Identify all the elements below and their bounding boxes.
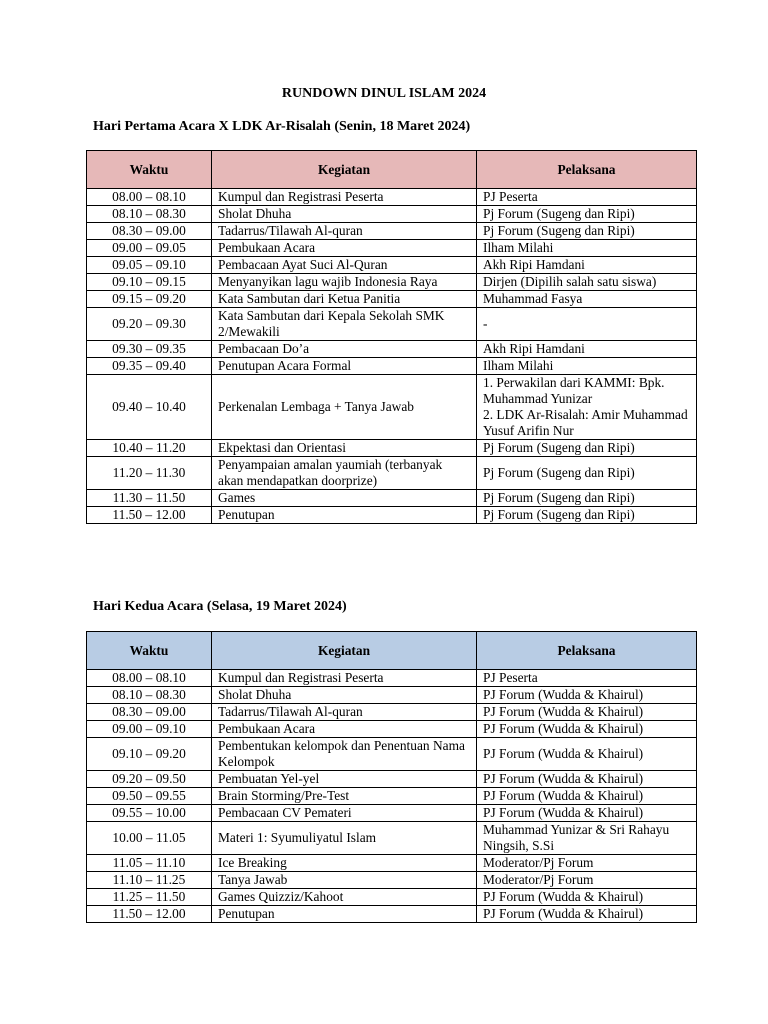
activity-cell: Penutupan xyxy=(212,507,477,524)
activity-cell: Kata Sambutan dari Kepala Sekolah SMK 2/Mewakili xyxy=(212,308,477,341)
table-row xyxy=(87,358,697,375)
header-pelaksana: Pelaksana xyxy=(477,632,697,670)
header-pelaksana: Pelaksana xyxy=(477,151,697,189)
time-cell: 09.50 – 09.55 xyxy=(87,788,212,805)
table-row xyxy=(87,788,697,805)
person-cell: Pj Forum (Sugeng dan Ripi) xyxy=(477,440,697,457)
person-cell: PJ Forum (Wudda & Khairul) xyxy=(477,721,697,738)
time-cell: 08.10 – 08.30 xyxy=(87,206,212,223)
day1-schedule-table xyxy=(86,150,697,524)
table-row xyxy=(87,274,697,291)
day2-schedule-table xyxy=(86,631,697,923)
activity-cell: Ekpektasi dan Orientasi xyxy=(212,440,477,457)
time-cell: 08.30 – 09.00 xyxy=(87,704,212,721)
table-row xyxy=(87,855,697,872)
table-row xyxy=(87,308,697,341)
person-cell: Pj Forum (Sugeng dan Ripi) xyxy=(477,206,697,223)
person-cell: PJ Forum (Wudda & Khairul) xyxy=(477,687,697,704)
time-cell: 11.05 – 11.10 xyxy=(87,855,212,872)
activity-cell: Pembentukan kelompok dan Penentuan Nama Kelompok xyxy=(212,738,477,771)
time-cell: 09.35 – 09.40 xyxy=(87,358,212,375)
time-cell: 09.05 – 09.10 xyxy=(87,257,212,274)
table-row xyxy=(87,457,697,490)
table-header-row xyxy=(87,632,697,670)
time-cell: 09.00 – 09.05 xyxy=(87,240,212,257)
person-cell: Pj Forum (Sugeng dan Ripi) xyxy=(477,507,697,524)
time-cell: 11.20 – 11.30 xyxy=(87,457,212,490)
day2-heading: Hari Kedua Acara (Selasa, 19 Maret 2024) xyxy=(93,599,347,614)
activity-cell: Tadarrus/Tilawah Al-quran xyxy=(212,704,477,721)
table-row xyxy=(87,771,697,788)
person-cell: Akh Ripi Hamdani xyxy=(477,257,697,274)
person-cell: 1. Perwakilan dari KAMMI: Bpk. Muhammad Yunizar 2. LDK Ar-Risalah: Amir Muhammad Yusuf Arifin Nur xyxy=(477,375,697,440)
activity-cell: Pembukaan Acara xyxy=(212,721,477,738)
person-cell: Pj Forum (Sugeng dan Ripi) xyxy=(477,457,697,490)
activity-cell: Pembacaan Ayat Suci Al-Quran xyxy=(212,257,477,274)
time-cell: 10.00 – 11.05 xyxy=(87,822,212,855)
table-row xyxy=(87,257,697,274)
activity-cell: Games xyxy=(212,490,477,507)
time-cell: 11.10 – 11.25 xyxy=(87,872,212,889)
table-row xyxy=(87,440,697,457)
activity-cell: Perkenalan Lembaga + Tanya Jawab xyxy=(212,375,477,440)
person-cell: Ilham Milahi xyxy=(477,240,697,257)
time-cell: 08.00 – 08.10 xyxy=(87,189,212,206)
activity-cell: Tadarrus/Tilawah Al-quran xyxy=(212,223,477,240)
activity-cell: Sholat Dhuha xyxy=(212,206,477,223)
person-cell: Ilham Milahi xyxy=(477,358,697,375)
table-row xyxy=(87,805,697,822)
person-cell: Muhammad Yunizar & Sri Rahayu Ningsih, S.Si xyxy=(477,822,697,855)
person-cell: PJ Forum (Wudda & Khairul) xyxy=(477,704,697,721)
table-row xyxy=(87,738,697,771)
person-cell: PJ Peserta xyxy=(477,189,697,206)
person-cell: PJ Forum (Wudda & Khairul) xyxy=(477,889,697,906)
time-cell: 09.30 – 09.35 xyxy=(87,341,212,358)
time-cell: 09.10 – 09.15 xyxy=(87,274,212,291)
time-cell: 09.40 – 10.40 xyxy=(87,375,212,440)
table-header-row xyxy=(87,151,697,189)
person-cell: Akh Ripi Hamdani xyxy=(477,341,697,358)
table-row xyxy=(87,490,697,507)
person-cell: Pj Forum (Sugeng dan Ripi) xyxy=(477,490,697,507)
table-row xyxy=(87,704,697,721)
time-cell: 08.10 – 08.30 xyxy=(87,687,212,704)
table-row xyxy=(87,375,697,440)
table-row xyxy=(87,889,697,906)
time-cell: 08.30 – 09.00 xyxy=(87,223,212,240)
table-row xyxy=(87,341,697,358)
header-kegiatan: Kegiatan xyxy=(212,632,477,670)
activity-cell: Menyanyikan lagu wajib Indonesia Raya xyxy=(212,274,477,291)
table-row xyxy=(87,822,697,855)
table-row xyxy=(87,240,697,257)
activity-cell: Penutupan xyxy=(212,906,477,923)
person-cell: Moderator/Pj Forum xyxy=(477,872,697,889)
table-row xyxy=(87,687,697,704)
table-row xyxy=(87,291,697,308)
time-cell: 09.10 – 09.20 xyxy=(87,738,212,771)
table-row xyxy=(87,670,697,687)
person-cell: PJ Forum (Wudda & Khairul) xyxy=(477,805,697,822)
table-row xyxy=(87,189,697,206)
table-row xyxy=(87,906,697,923)
activity-cell: Kumpul dan Registrasi Peserta xyxy=(212,189,477,206)
activity-cell: Kata Sambutan dari Ketua Panitia xyxy=(212,291,477,308)
activity-cell: Brain Storming/Pre-Test xyxy=(212,788,477,805)
time-cell: 09.00 – 09.10 xyxy=(87,721,212,738)
person-cell: PJ Forum (Wudda & Khairul) xyxy=(477,906,697,923)
header-waktu: Waktu xyxy=(87,151,212,189)
table-row xyxy=(87,206,697,223)
activity-cell: Materi 1: Syumuliyatul Islam xyxy=(212,822,477,855)
activity-cell: Penutupan Acara Formal xyxy=(212,358,477,375)
time-cell: 10.40 – 11.20 xyxy=(87,440,212,457)
document-title: RUNDOWN DINUL ISLAM 2024 xyxy=(281,86,487,101)
time-cell: 09.55 – 10.00 xyxy=(87,805,212,822)
activity-cell: Kumpul dan Registrasi Peserta xyxy=(212,670,477,687)
header-kegiatan: Kegiatan xyxy=(212,151,477,189)
table-row xyxy=(87,223,697,240)
activity-cell: Tanya Jawab xyxy=(212,872,477,889)
time-cell: 09.15 – 09.20 xyxy=(87,291,212,308)
time-cell: 09.20 – 09.30 xyxy=(87,308,212,341)
person-cell: Pj Forum (Sugeng dan Ripi) xyxy=(477,223,697,240)
activity-cell: Pembacaan CV Pemateri xyxy=(212,805,477,822)
header-waktu: Waktu xyxy=(87,632,212,670)
person-cell: Moderator/Pj Forum xyxy=(477,855,697,872)
activity-cell: Pembukaan Acara xyxy=(212,240,477,257)
activity-cell: Pembuatan Yel-yel xyxy=(212,771,477,788)
time-cell: 11.25 – 11.50 xyxy=(87,889,212,906)
time-cell: 11.50 – 12.00 xyxy=(87,906,212,923)
person-cell: PJ Forum (Wudda & Khairul) xyxy=(477,738,697,771)
time-cell: 08.00 – 08.10 xyxy=(87,670,212,687)
table-row xyxy=(87,872,697,889)
person-cell: - xyxy=(477,308,697,341)
time-cell: 09.20 – 09.50 xyxy=(87,771,212,788)
person-cell: Muhammad Fasya xyxy=(477,291,697,308)
person-cell: Dirjen (Dipilih salah satu siswa) xyxy=(477,274,697,291)
activity-cell: Penyampaian amalan yaumiah (terbanyak akan mendapatkan doorprize) xyxy=(212,457,477,490)
time-cell: 11.50 – 12.00 xyxy=(87,507,212,524)
person-cell: PJ Forum (Wudda & Khairul) xyxy=(477,788,697,805)
day1-heading: Hari Pertama Acara X LDK Ar-Risalah (Senin, 18 Maret 2024) xyxy=(93,119,471,134)
table-row xyxy=(87,507,697,524)
activity-cell: Pembacaan Do’a xyxy=(212,341,477,358)
table-row xyxy=(87,721,697,738)
person-cell: PJ Forum (Wudda & Khairul) xyxy=(477,771,697,788)
activity-cell: Sholat Dhuha xyxy=(212,687,477,704)
time-cell: 11.30 – 11.50 xyxy=(87,490,212,507)
person-cell: PJ Peserta xyxy=(477,670,697,687)
activity-cell: Ice Breaking xyxy=(212,855,477,872)
activity-cell: Games Quizziz/Kahoot xyxy=(212,889,477,906)
